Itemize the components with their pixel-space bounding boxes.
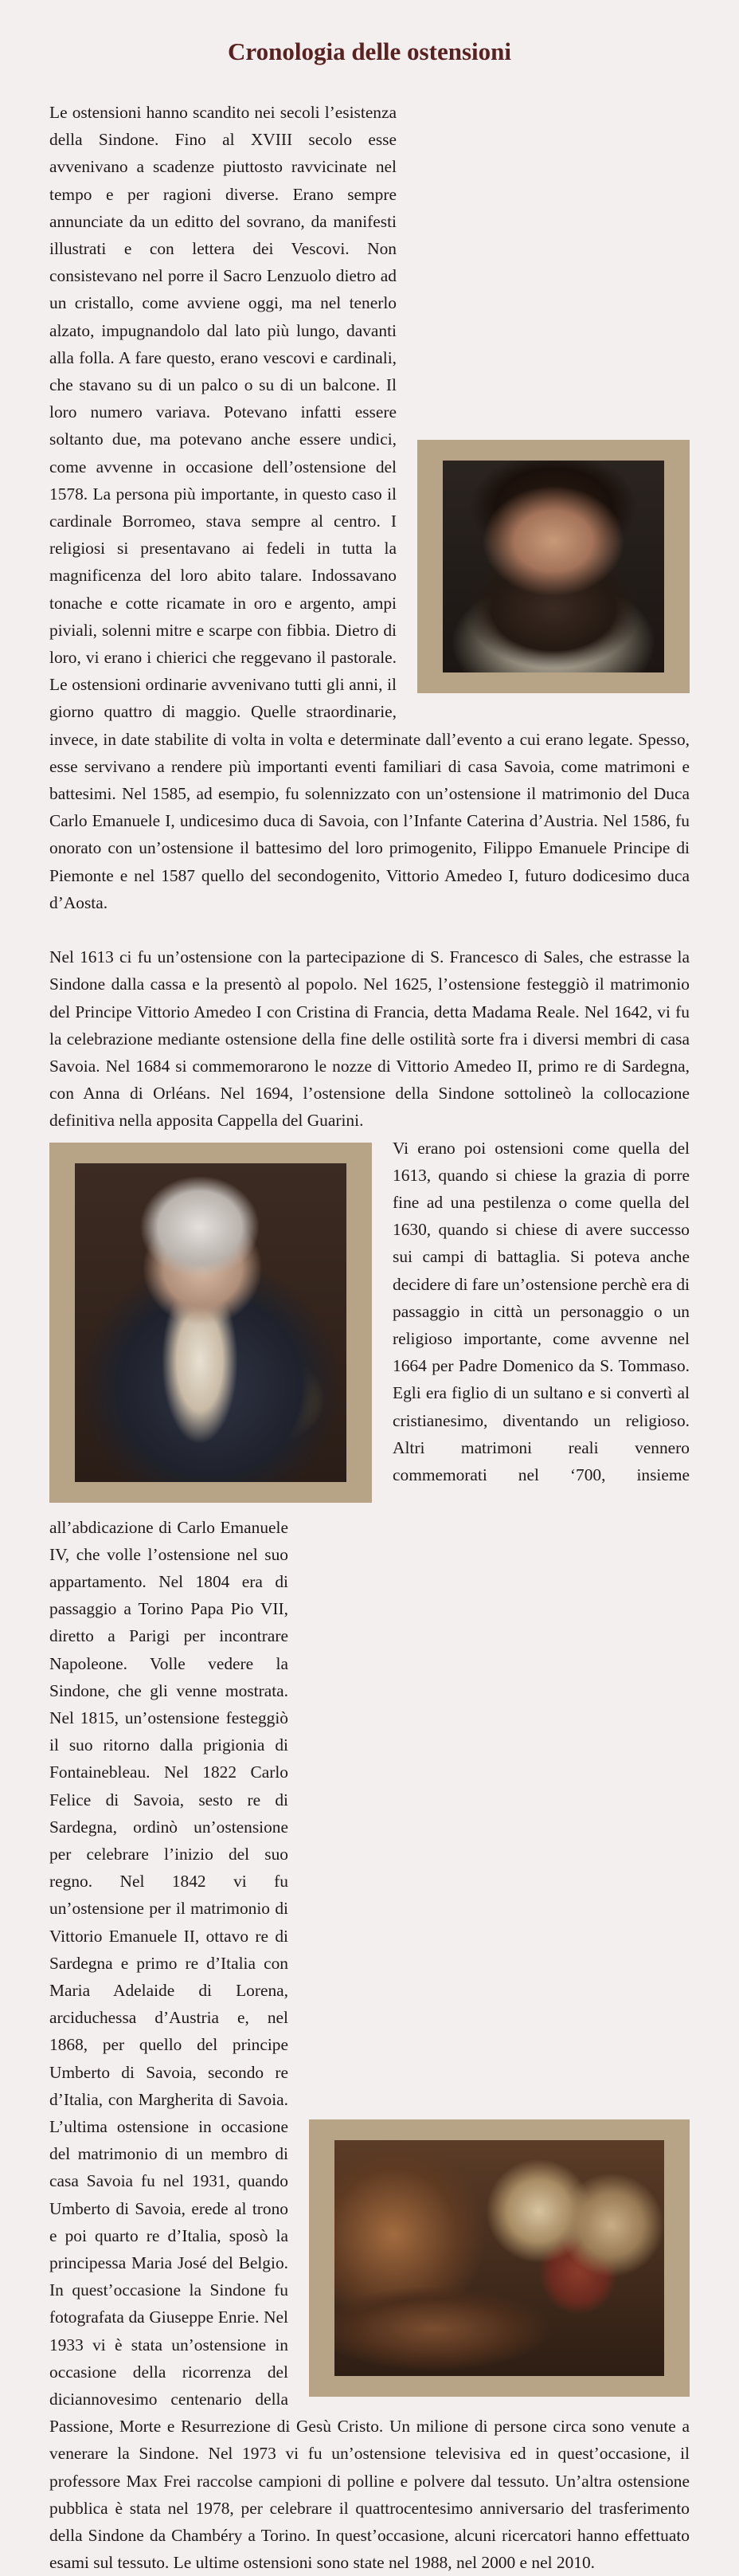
- paragraph-3-text: Vi erano poi ostensioni come quella del 1613, quando si chiese la grazia di porre fine ad una pestilenza o come quella del 1630, quando si chiese di avere successo sui campi di battaglia. Si poteva anche decidere di fare un’ostensione perchè era di passaggio in città un personaggio o un religioso importante, come avvenne nel 1664 per Padre Domenico da S. Tommaso. Egli era figlio di un sultano e si convertì al cristianesimo, diventando un religioso. Altri matrimoni reali vennero commemorati nel ‘700, insieme all’abdicazione di Carlo Emanuele IV, che volle l’ostensione nel suo appartamento. Nel 1804 era di passaggio a Torino Papa Pio VII, diretto a Parigi per incontrare Napoleone. Volle vedere la Sindone, che gli venne mostrata. Nel 1815, un’ostensione festeggiò il suo ritorno dalla prigionia di Fontainebleau. Nel 1822 Carlo Felice di Savoia, sesto re di Sardegna, ordinò un’ostensione per celebrare l’inizio del suo regno. Nel 1842 vi fu un’ostensione per il matrimonio di Vittorio Emanuele II, ottavo re di Sardegna e primo re d’Italia con Maria Adelaide di Lorena, arciduchessa d’Austria e, nel 1868, per quello del principe Umberto di Savoia, secondo re d’Italia, con Margherita di Savoia. L’ultima ostensione in occasione del matrimonio di un membro di casa Savoia fu nel 1931, quando Umberto di Savoia, erede al trono e poi quarto re d’Italia, sposò la principessa Maria José del Belgio. In quest’occasione la Sindone fu fotografata da Giuseppe Enrie. Nel 1933 vi è stata un’ostensione in occasione della ricorrenza del diciannovesimo centenario della Passione, Morte e Resurrezione di Gesù Cristo. Un milione di persone circa sono venute a venerare la Sindone. Nel 1973 vi fu un’ostensione televisiva ed in quest’occasione, il professore Max Frei raccolse campioni di polline e polvere dal tessuto. Un’altra ostensione pubblica è stata nel 1978, per celebrare il quattrocentesimo anniversario del trasferimento della Sindone da Chambéry a Torino. In quest’occasione, alcuni ricercatori hanno effettuato esami sul tessuto. Le ultime ostensioni sono state nel 1988, nel 2000 e nel 2010.: [49, 1138, 690, 2573]
- paragraph-1: [49, 99, 690, 916]
- chapel-image: [334, 2140, 664, 2376]
- paragraph-1-text: Le ostensioni hanno scandito nei secoli l’esistenza della Sindone. Fino al XVIII secolo esse avvenivano a scadenze piuttosto ravvicinate nel tempo e per ragioni diverse. Erano sempre annunciate da un editto del sovrano, da manifesti illustrati e con lettera dei Vescovi. Non consistevano nel porre il Sacro Lenzuolo dietro ad un cristallo, come avviene oggi, ma nel tenerlo alzato, impugnandolo dal lato più lungo, davanti alla folla. A fare questo, erano vescovi e cardinali, che stavano su di un palco o su di un balcone. Il loro numero variava. Potevano infatti essere soltanto due, ma potevano anche essere undici, come avvenne in occasione dell’ostensione del 1578. La persona più importante, in questo caso il cardinale Borromeo, stava sempre al centro. I religiosi si presentavano ai fedeli in tutta la magnificenza del loro abito talare. Indossavano tonache e cotte ricamate in oro e argento, ampi piviali, solenni mitre e scarpe con fibbia. Dietro di loro, vi erano i chierici che reggevano il pastorale. Le ostensioni ordinarie avvenivano tutti gli anni, il giorno quattro di maggio. Quelle straordinarie, invece, in date stabilite di volta in volta e determinate dall’evento a cui erano legate. Spesso, esse servivano a rendere più importanti eventi familiari di casa Savoia, come matrimoni e battesimi. Nel 1585, ad esempio, fu solennizzato con un’ostensione il matrimonio del Duca Carlo Emanuele I, undicesimo duca di Savoia, con l’Infante Caterina d’Austria. Nel 1586, fu onorato con un’ostensione il battesimo del loro primogenito, Filippo Emanuele Principe di Piemonte e nel 1587 quello del secondogenito, Vittorio Amedeo I, futuro dodicesimo duca d’Aosta.: [49, 103, 690, 912]
- paragraph-gap: [49, 916, 690, 943]
- paragraph-3: [49, 1135, 690, 2576]
- paragraph-2: Nel 1613 ci fu un’ostensione con la partecipazione di S. Francesco di Sales, che estrasse la Sindone dalla cassa e la presentò al popolo. Nel 1625, l’ostensione festeggiò il matrimonio del Principe Vittorio Amedeo I con Cristina di Francia, detta Madama Reale. Nel 1642, vi fu la celebrazione mediante ostensione della fine delle ostilità sorte fra i diversi membri di casa Savoia. Nel 1684 si commemorarono le nozze di Vittorio Amedeo II, primo re di Sardegna, con Anna di Orléans. Nel 1694, l’ostensione della Sindone sottolineò la collocazione definitiva nella apposita Cappella del Guarini.: [49, 947, 690, 1131]
- portrait-frame-2: [49, 1143, 372, 1503]
- portrait-frame-1: [417, 440, 690, 693]
- article-body: [49, 99, 690, 2576]
- portrait-image-1: [443, 461, 664, 672]
- chapel-frame: [309, 2119, 690, 2397]
- page-title: Cronologia delle ostensioni: [228, 37, 511, 65]
- portrait-image-2: [75, 1163, 346, 1482]
